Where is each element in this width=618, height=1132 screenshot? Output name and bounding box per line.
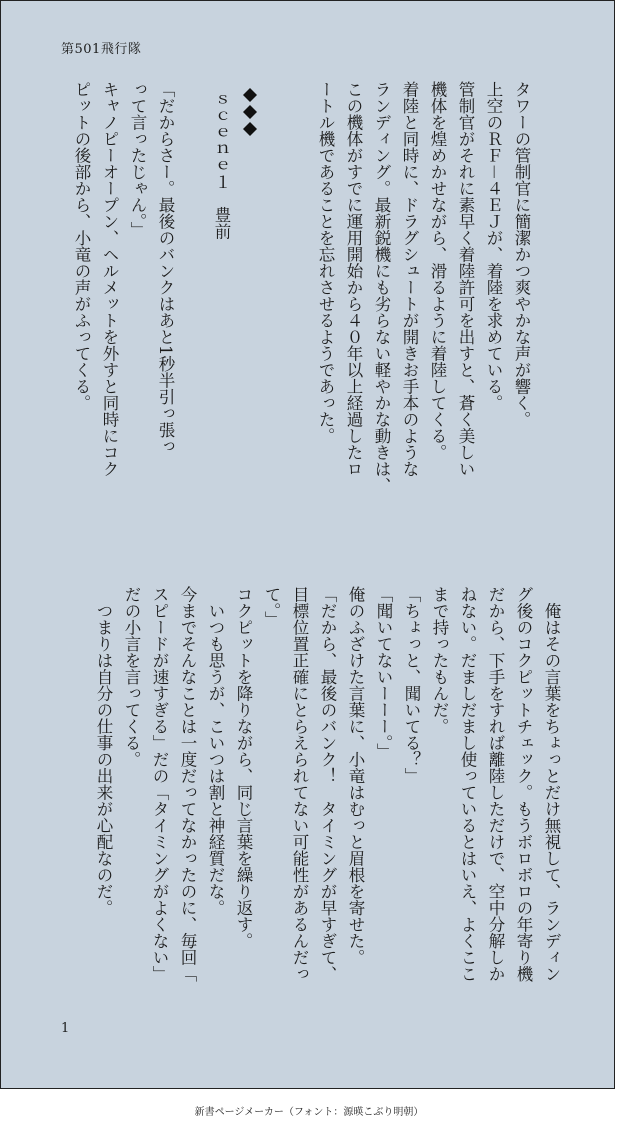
text-line: だから、下手をすれば離陸しただけで、空中分解しか <box>486 586 505 982</box>
text-line: グ後のコクピットチェック。もうボロボロの年寄り機 <box>514 586 533 982</box>
text-line: て。」 <box>262 586 281 628</box>
text-line: ランディング。最新鋭機にも劣らない軽やかな動きは、 <box>372 81 391 494</box>
text-line: 上空のＲＦ－４ＥＪが、着陸を求めている。 <box>484 81 503 411</box>
text-line: 「だから、最後のバンク！ タイミングが早すぎて、 <box>318 586 337 982</box>
page-footer: 新書ページメーカー（フォント：源暎こぶり明朝） <box>194 1107 424 1118</box>
page-header: 第501飛行隊 <box>61 42 142 57</box>
text-line: ートル機であることを忘れさせるようであった。 <box>316 81 335 444</box>
text-line: 「聞いてないーーー。」 <box>374 586 393 760</box>
page-number: 1 <box>61 1021 70 1036</box>
diamond-icon <box>243 122 257 136</box>
text-line: ねない。だましだまし使っているとはいえ、よくここ <box>458 586 477 982</box>
text-line: って言ったじゃん。」 <box>128 81 147 238</box>
diamond-icon <box>243 105 257 119</box>
text-line: 着陸と同時に、ドラグシュートが開きお手本のような <box>400 81 419 477</box>
text-line: まで持ったもんだ。 <box>430 586 449 735</box>
text-line: だの小言を言ってくる。 <box>122 586 141 768</box>
text-line: 俺はその言葉をちょっとだけ無視して、ランディン <box>542 586 561 982</box>
text-line: スピードが速すぎる」だの「タイミングがよくない」 <box>150 586 169 982</box>
text-line: 今までそんなことは一度だってなかったのに、毎回「 <box>178 586 197 982</box>
text-line: 「ちょっと、聞いてる？」 <box>402 586 421 784</box>
text-line: 「だからさー。最後のバンクはあと1秒半引っ張っ <box>156 81 175 455</box>
text-line: この機体がすでに運用開始から４０年以上経過したロ <box>344 81 363 477</box>
text-line: タワーの管制官に簡潔かつ爽やかな声が響く。 <box>512 81 531 428</box>
diamond-icon <box>243 88 257 102</box>
text-line: キャノピーオープン、ヘルメットを外すと同時にコク <box>100 81 119 477</box>
text-line: コクピットを降りながら、同じ言葉を繰り返す。 <box>234 586 253 949</box>
text-line: ピットの後部から、小竜の声がふってくる。 <box>72 81 91 411</box>
text-line: いつも思うが、こいつは割と神経質だな。 <box>206 586 225 916</box>
text-line: 機体を煌めかせながら、滑るように着陸してくる。 <box>428 81 447 461</box>
text-line: 目標位置正確にとらえられてない可能性があるんだっ <box>290 586 309 982</box>
text-line: 管制官がそれに素早く着陸許可を出すと、蒼く美しい <box>456 81 475 477</box>
text-line: つまりは自分の仕事の出来が心配なのだ。 <box>94 586 113 916</box>
scene-heading: ｓｃｅｎｅ１ 豊前 <box>212 91 231 240</box>
text-line: 俺のふざけた言葉に、小竜はむっと眉根を寄せた。 <box>346 586 365 966</box>
